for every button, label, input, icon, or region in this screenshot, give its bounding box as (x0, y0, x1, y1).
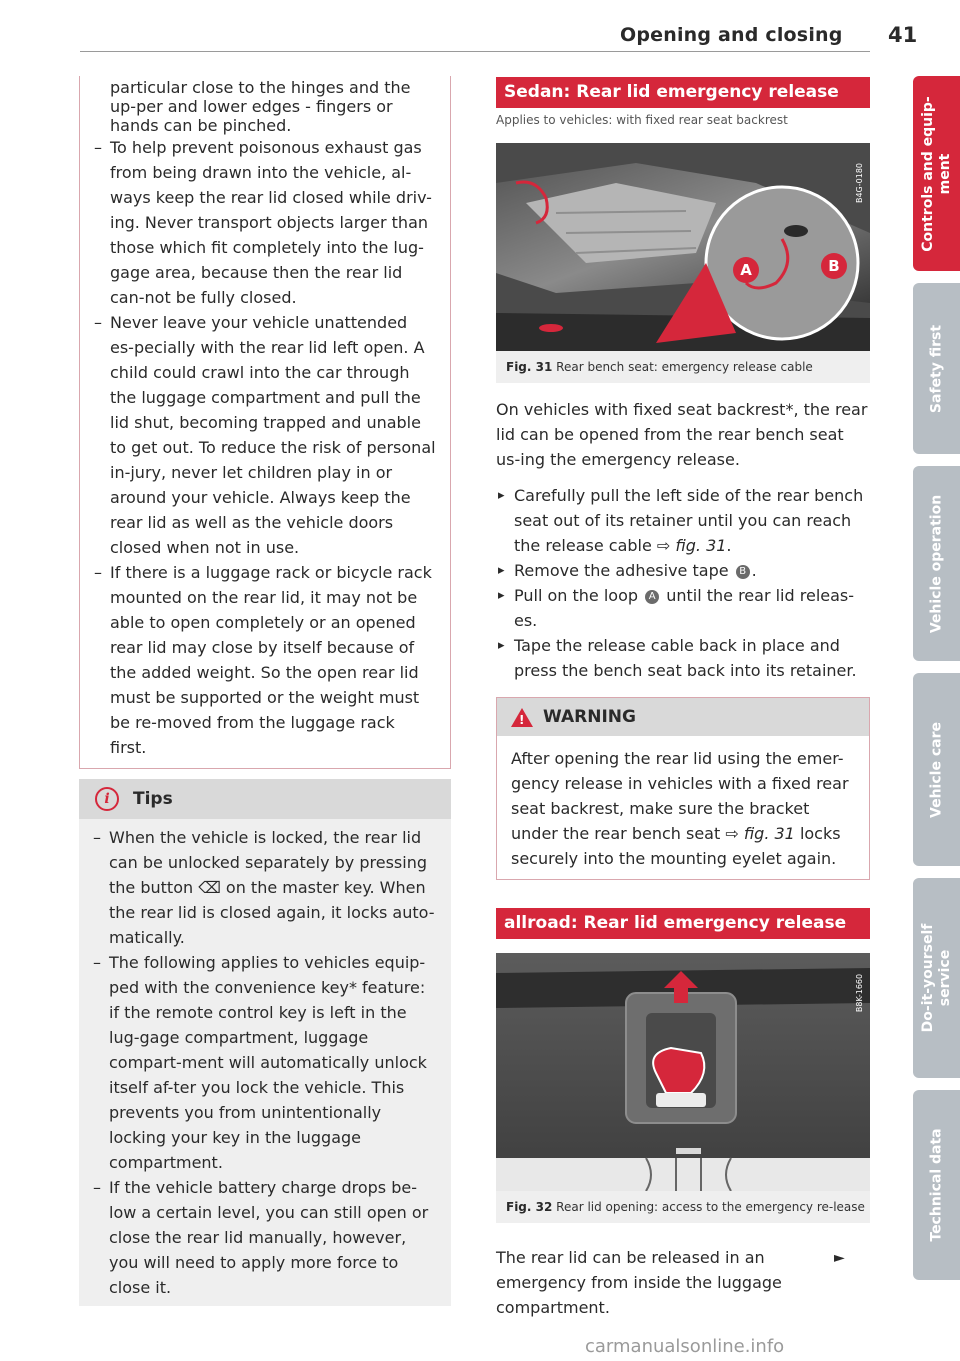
warning-header (497, 698, 869, 736)
fig31-marker-a: A (740, 261, 752, 279)
step-item (496, 583, 870, 633)
applies-to-note: Applies to vehicles: with fixed rear seat backrest (496, 113, 788, 127)
page-header (80, 23, 918, 50)
tab-label: Do-it-yourself service (919, 923, 953, 1033)
tab-label: Vehicle care (928, 721, 944, 818)
warning-label: WARNING (543, 707, 636, 727)
tab-label: Controls and equip- ment (919, 95, 953, 252)
step-item (496, 483, 870, 558)
figure-32 (496, 953, 870, 1223)
chapter-tabs (913, 76, 960, 1292)
watermark: carmanualsonline.info (585, 1336, 785, 1357)
step-text: Remove the adhesive tape (514, 561, 734, 580)
tab-label: Technical data (928, 1128, 944, 1242)
step-text: . (726, 536, 732, 555)
step-text: . (751, 561, 757, 580)
section-title: Opening and closing (620, 24, 843, 46)
warning-text: locks securely into the mounting eyelet again. (511, 824, 841, 868)
chapter-tab-technical[interactable] (913, 1090, 960, 1280)
warning-item: – Never leave your vehicle unattended es-pecially with the rear lid left open. A child could crawl into the car through the luggage compartment and pull the lid shut, becoming trapped and unable to get out. To reduce the risk of personal in-jury, never let children play in or around your vehicle. Always keep the rear lid as well as the vehicle doors closed when not in use. (94, 310, 436, 560)
sedan-section-title: Sedan: Rear lid emergency release (496, 77, 870, 108)
chapter-tab-care[interactable] (913, 673, 960, 866)
marker-a-badge: A (645, 590, 659, 604)
left-column (79, 76, 451, 1306)
fig-reference-link[interactable]: ⇨ fig. 31 (656, 536, 727, 555)
warning-text: After opening the rear lid using the emer-gency release in vehicles with a fixed rear seat backrest, make sure the bracket under the rear bench seat (511, 749, 849, 843)
fig31-caption-text: Rear bench seat: emergency release cable (556, 360, 813, 374)
warning-continuation-box (79, 76, 451, 769)
tips-label: Tips (133, 789, 173, 809)
marker-b-badge: B (736, 565, 750, 579)
chapter-tab-controls[interactable] (913, 76, 960, 271)
step-item (496, 633, 870, 683)
tips-item: – The following applies to vehicles equip-ped with the convenience key* feature: if the remote control key is left in the lug-gage compartment, luggage compart-ment will automatically unlock itself af-ter you lock the vehicle. This prevents you from unintentionally locking your key in the luggage compartment. (93, 950, 437, 1175)
warning-box (496, 697, 870, 880)
tips-body (79, 819, 451, 1306)
fig32-label: Fig. 32 (506, 1200, 553, 1214)
header-rule (80, 51, 870, 52)
tips-item: – When the vehicle is locked, the rear lid can be unlocked separately by pressing the button ⌫ on the master key. When the rear lid is closed again, it locks auto-matically. (93, 825, 437, 950)
allroad-section-title: allroad: Rear lid emergency release (496, 908, 870, 939)
step-text: Pull on the loop (514, 586, 644, 605)
chapter-tab-diy[interactable] (913, 878, 960, 1078)
fig-reference-link[interactable]: ⇨ fig. 31 (725, 824, 795, 843)
step-text: until the rear lid releas-es. (514, 586, 855, 630)
step-text: Carefully pull the left side of the rear bench seat out of its retainer until you can reach the release cable (514, 486, 864, 555)
rear-bench-seat-illustration (496, 143, 870, 351)
step-item (496, 558, 870, 583)
fig32-code: B8K-1660 (855, 973, 864, 1013)
fig31-code: B4G-0180 (855, 162, 864, 204)
tab-label: Safety first (928, 324, 944, 413)
fig31-marker-b: B (828, 257, 840, 275)
sedan-intro: On vehicles with fixed seat backrest*, the rear lid can be opened from the rear bench seat us-ing the emergency release. (496, 400, 868, 469)
chapter-tab-safety[interactable] (913, 283, 960, 454)
figure-31 (496, 143, 870, 383)
page-number: 41 (888, 23, 918, 47)
tab-label: Vehicle operation (928, 494, 944, 633)
sedan-steps (496, 483, 870, 683)
warning-cont-text: particular close to the hinges and the up-per and lower edges - fingers or hands can be pinched. (110, 78, 411, 135)
fig31-caption (496, 351, 870, 383)
tips-header (79, 779, 451, 819)
rear-lid-opening-illustration (496, 953, 870, 1191)
continue-marker: ► (834, 1250, 845, 1266)
fig31-label: Fig. 31 (506, 360, 553, 374)
fig32-caption (496, 1191, 870, 1223)
warning-item: – If there is a luggage rack or bicycle rack mounted on the rear lid, it may not be able to open completely or an opened rear lid may close by itself because of the added weight. So the open rear lid must be supported or the weight must be re-moved from the luggage rack first. (94, 560, 436, 760)
right-column (496, 77, 870, 1320)
step-text: Tape the release cable back in place and press the bench seat back into its retainer. (514, 636, 857, 680)
tips-item: – If the vehicle battery charge drops be-low a certain level, you can still open or close the rear lid manually, however, you will need to apply more force to close it. (93, 1175, 437, 1300)
warning-body (497, 736, 869, 879)
warning-item: – To help prevent poisonous exhaust gas from being drawn into the vehicle, al-ways keep the rear lid closed while driv-ing. Never transport objects larger than those which fit completely into the lug-gage area, because then the rear lid can-not be fully closed. (94, 135, 436, 310)
fig32-caption-text: Rear lid opening: access to the emergency re-lease (556, 1200, 865, 1214)
chapter-tab-operation[interactable] (913, 466, 960, 661)
allroad-text: The rear lid can be released in an emergency from inside the luggage compartment. (496, 1248, 782, 1317)
info-icon: i (95, 787, 119, 811)
warning-triangle-icon: ! (511, 708, 533, 727)
